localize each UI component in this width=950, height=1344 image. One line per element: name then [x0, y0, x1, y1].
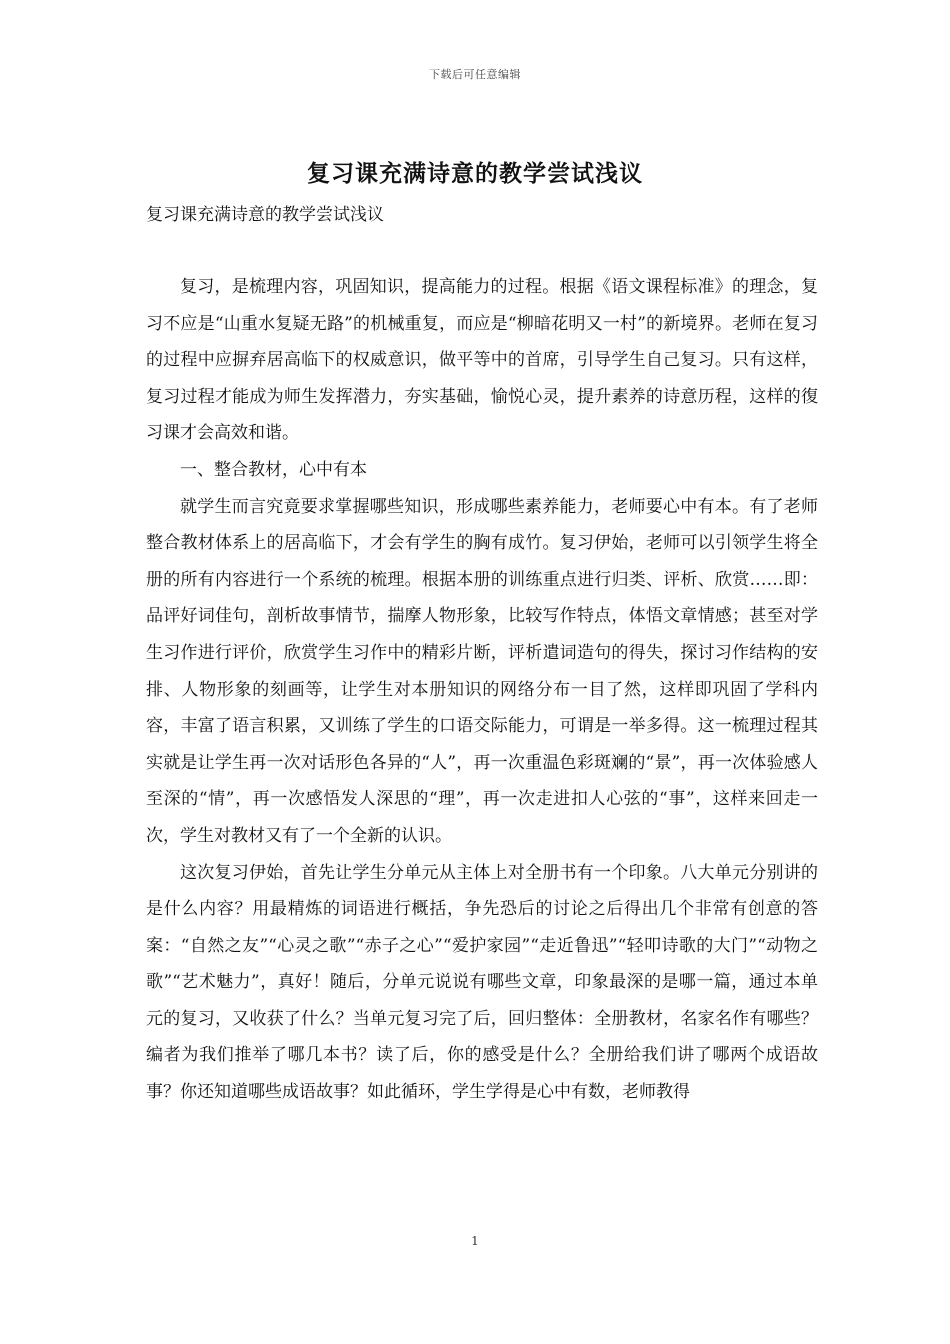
document-body [146, 269, 818, 1111]
paragraph-review-start: 这次复习伊始，首先让学生分单元从主体上对全册书有一个印象。八大单元分别讲的是什么内容？用最精炼的词语进行概括，争先恐后的讨论之后得出几个非常有创意的答案：“自然之友”“心灵之歌”“赤子之心”“爱护家园”“走近鲁迅”“轻叩诗歌的大门”“动物之歌”“艺术魅力”，真好！随后，分单元说说有哪些文章，印象最深的是哪一篇，通过本单元的复习，又收获了什么？当单元复习完了后，回归整体：全册教材，名家名作有哪些？编者为我们推举了哪几本书？读了后，你的感受是什么？全册给我们讲了哪两个成语故事？你还知道哪些成语故事？如此循环，学生学得是心中有数，老师教得 [146, 862, 818, 1103]
page-header-note: 下载后可任意编辑 [429, 68, 521, 81]
paragraph-integrate-textbook: 就学生而言究竟要求掌握哪些知识，形成哪些素养能力，老师要心中有本。有了老师整合教材体系上的居高临下，才会有学生的胸有成竹。复习伊始，老师可以引领学生将全册的所有内容进行一个系统的梳理。根据本册的训练重点进行归类、评析、欣赏……即：品评好词佳句，剖析故事情节，揣摩人物形象，比较写作特点，体悟文章情感；甚至对学生习作进行评价，欣赏学生习作中的精彩片断，评析遣词造句的得失，探讨习作结构的安排、人物形象的刻画等，让学生对本册知识的网络分布一目了然，这样即巩固了学科内容，丰富了语言积累，又训练了学生的口语交际能力，可谓是一举多得。这一梳理过程其实就是让学生再一次对话形色各异的“人”，再一次重温色彩斑斓的“景”，再一次体验感人至深的“情”，再一次感悟发人深思的“理”，再一次走进扣人心弦的“事”，这样来回走一次，学生对教材又有了一个全新的认识。 [146, 496, 818, 846]
document-subtitle: 复习课充满诗意的教学尝试浅议 [146, 205, 384, 225]
document-title: 复习课充满诗意的教学尝试浅议 [307, 160, 643, 187]
section-heading: 一、整合教材，心中有本 [180, 459, 367, 480]
page-number: 1 [471, 1234, 479, 1248]
paragraph-intro: 复习，是梳理内容，巩固知识，提高能力的过程。根据《语文课程标准》的理念，复习不应是“山重水复疑无路”的机械重复，而应是“柳暗花明又一村”的新境界。老师在复习的过程中应摒弃居高临下的权威意识，做平等中的首席，引导学生自己复习。只有这样，复习过程才能成为师生发挥潜力，夯实基础，愉悦心灵，提升素养的诗意历程，这样的復习课才会高效和谐。 [146, 277, 818, 444]
